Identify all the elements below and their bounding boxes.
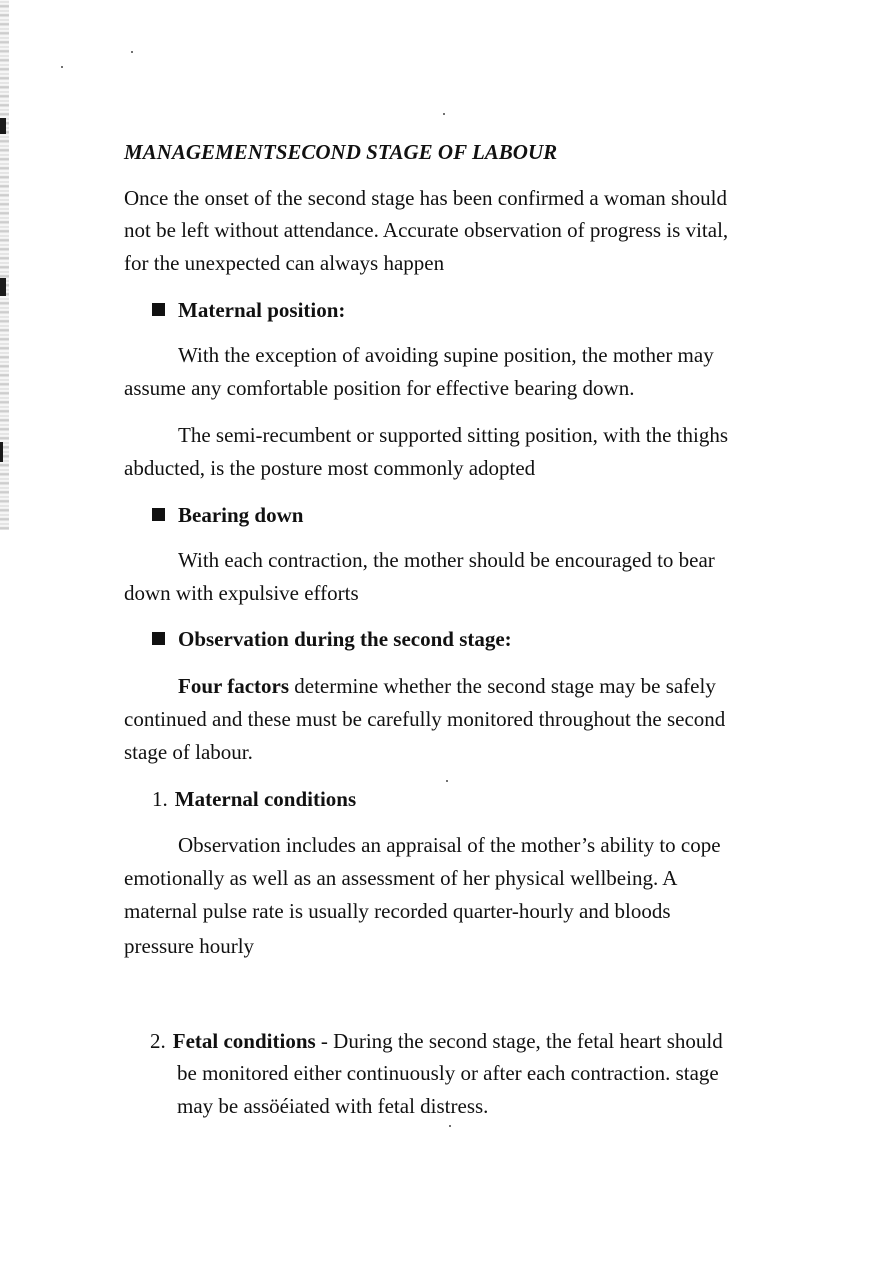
paragraph-line: may be assöéiated with fetal distress. [177, 1094, 489, 1118]
scan-mark [0, 118, 6, 134]
speck [443, 113, 445, 115]
speck [131, 51, 133, 53]
fetal-conditions-heading: Fetal conditions [172, 1029, 316, 1053]
square-bullet-icon [152, 508, 165, 521]
section-heading-maternal-position: Maternal position: [152, 296, 345, 324]
speck [449, 1125, 451, 1127]
paragraph-line: With the exception of avoiding supine position, the mother may [178, 343, 714, 367]
scan-mark [0, 442, 3, 462]
emphasis-four-factors: Four factors [178, 674, 289, 698]
paragraph-line: pressure hourly [124, 934, 255, 958]
paragraph-line: down with expulsive efforts [124, 581, 359, 605]
paragraph-line: With each contraction, the mother should be encouraged to bear [178, 548, 715, 572]
paragraph-line: continued and these must be carefully monitored throughout the second [124, 707, 726, 731]
section-heading-observation: Observation during the second stage: [152, 625, 512, 653]
square-bullet-icon [152, 303, 165, 316]
paragraph-line: maternal pulse rate is usually recorded quarter-hourly and bloods [124, 899, 671, 923]
section-heading-bearing-down: Bearing down [152, 501, 303, 529]
square-bullet-icon [152, 632, 165, 645]
paragraph-line: stage of labour. [124, 740, 253, 764]
scan-mark [0, 278, 6, 296]
intro-line: not be left without attendance. Accurate observation of progress is vital, [124, 218, 729, 242]
paragraph-line: assume any comfortable position for effective bearing down. [124, 376, 635, 400]
page-title: MANAGEMENTSECOND STAGE OF LABOUR [124, 140, 558, 164]
list-number: 1. [152, 787, 168, 811]
paragraph-line: be monitored either continuously or after each contraction. stage [177, 1061, 719, 1085]
paragraph-line: emotionally as well as an assessment of her physical wellbeing. A [124, 866, 678, 890]
intro-line: for the unexpected can always happen [124, 251, 445, 275]
paragraph-line: Four factors determine whether the second stage may be safely [178, 674, 716, 698]
paragraph-line: abducted, is the posture most commonly adopted [124, 456, 536, 480]
intro-line: Once the onset of the second stage has been confirmed a woman should [124, 186, 727, 210]
speck [446, 780, 448, 782]
list-number: 2. [150, 1029, 166, 1053]
numbered-item-fetal-conditions: 2. Fetal conditions - During the second stage, the fetal heart should [150, 1029, 723, 1053]
speck [61, 66, 63, 68]
paragraph-line: Observation includes an appraisal of the mother’s ability to cope [178, 833, 721, 857]
numbered-heading-maternal-conditions: 1. Maternal conditions [152, 787, 357, 811]
paragraph-line: The semi-recumbent or supported sitting position, with the thighs [178, 423, 729, 447]
